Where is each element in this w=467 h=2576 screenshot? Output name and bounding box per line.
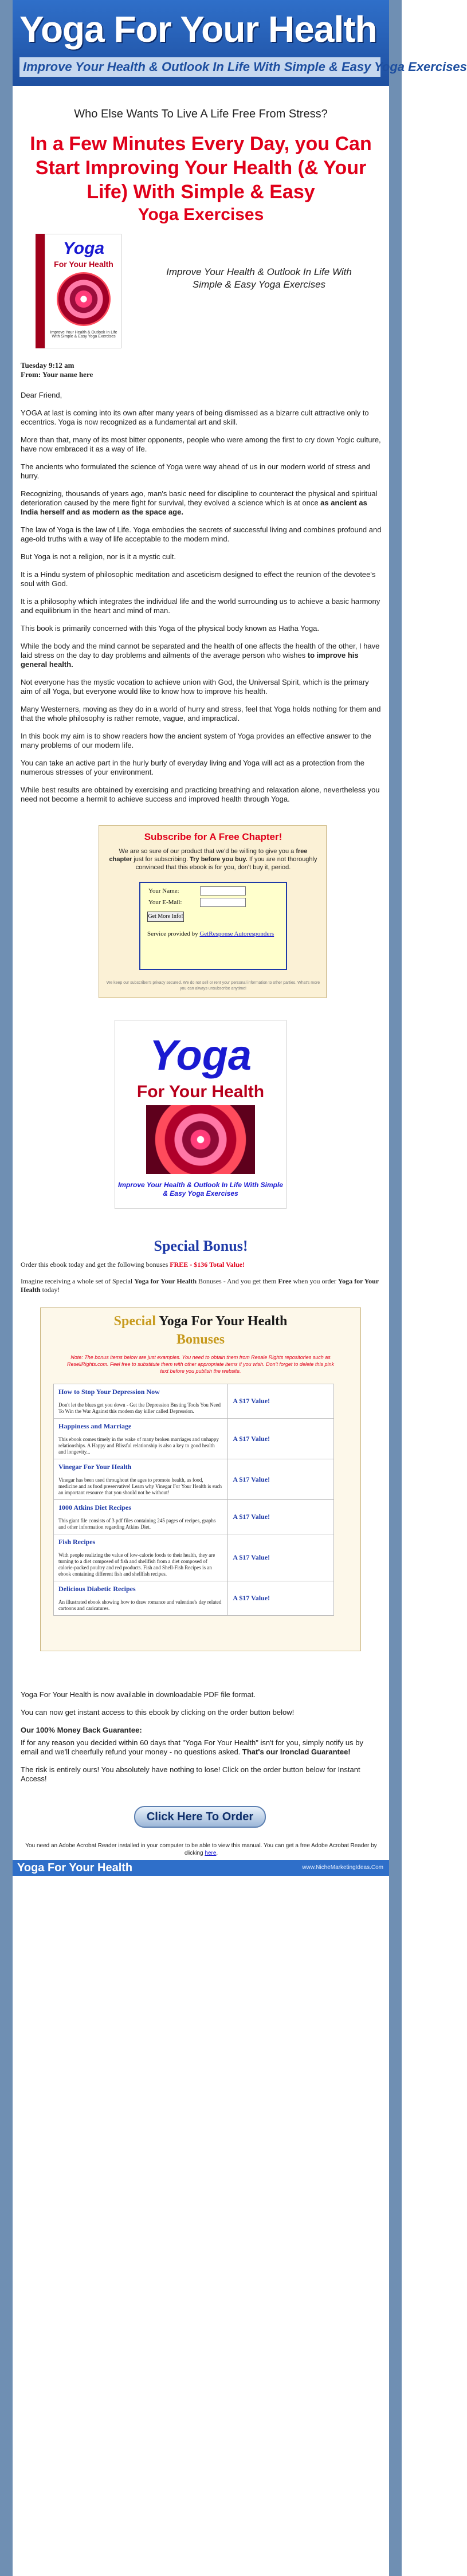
adobe-note [21,1842,382,1857]
bonus-item-desc: This ebook comes timely in the wake of many broken marriages and unhappy relationships. A Happy and Blissful relationship is also a key to good health and longevity... [58,1436,219,1455]
ebook-cover-large [115,1020,287,1209]
bonus-heading: Special Bonus! [154,1238,248,1254]
guarantee-text [21,1738,382,1757]
bonus-box-title-2: Bonuses [176,1332,225,1347]
bonus-text: today! [40,1286,60,1294]
letter-paragraph: You can take an active part in the hurly burly of everyday living and Yoga will act as a protection from the numerous stresses of your environment. [21,759,365,776]
bonus-item-name: 1000 Atkins Diet Recipes [58,1503,131,1511]
cover-title: Yoga [62,239,105,258]
bonus-total-value: FREE - $136 Total Value! [170,1260,245,1269]
letter-paragraph: Not everyone has the mystic vocation to achieve union with God, the Universal Spirit, which is the primary aim of all Yoga, but everyone would like to know how to improve his health. [21,678,369,696]
table-row [54,1459,334,1500]
bonus-item-name: Fish Recipes [58,1538,96,1546]
bonus-item-value: A $17 Value! [228,1500,334,1534]
cover-caption-text: Improve Your Health & Outlook In Life With Simple & Easy Yoga Exercises [50,331,117,339]
footer-url: www.NicheMarketingIdeas.Com [302,1864,383,1871]
letter-text: Recognizing, thousands of years ago, man's basic need for discipline to counteract the physical and spiritual deterioration caused by the mere fight for survival, they evolved a science which is at once [21,489,378,507]
bonus-box-title [41,1314,360,1329]
bonus-item-value: A $17 Value! [228,1534,334,1581]
ebook-cover-small [36,234,121,348]
subscribe-text: If you are not thoroughly convinced that this ebook is for you, don't buy it, period. [135,856,317,871]
bonus-item-value: A $17 Value! [228,1581,334,1616]
bonus-item-value: A $17 Value! [228,1459,334,1500]
bonus-emphasis: Free [278,1277,292,1285]
closing-paragraph: You can now get instant access to this ebook by clicking on the order button below! [21,1708,295,1717]
getresponse-link[interactable]: GetResponse Autoresponders [199,930,274,937]
bonus-intro [21,1260,382,1294]
bonus-item [54,1534,228,1581]
letter-paragraph: In this book my aim is to show readers how the ancient system of Yoga provides an effective answer to the many problems of our modern life. [21,732,371,749]
letter-emphasis: to improve his general health. [21,651,359,669]
mandala-image [57,272,111,326]
bonus-title-name: Yoga For Your Health [159,1314,288,1329]
adobe-link[interactable]: here [205,1850,217,1856]
subscribe-emphasis: free chapter [109,848,308,863]
letter-text: While the body and the mind cannot be separated and the health of one affects the health of the other, I have laid stress on the day to day problems and ailments of the average person who wishes [21,642,380,659]
bonus-item-name: Vinegar For Your Health [58,1463,132,1471]
order-button[interactable]: Click Here To Order [134,1806,266,1828]
table-row [54,1384,334,1419]
closing-paragraph: The risk is entirely ours! You absolutely have nothing to lose! Click on the order button below for Instant Access! [21,1765,360,1783]
subscribe-emphasis: Try before you buy. [190,856,248,863]
site-title: Yoga For Your Health [19,9,377,50]
bonus-note: Note: The bonus items below are just examples. You need to obtain them from Resale Rights repositories such as ResellRights.com. Feel free to substitute them with other appropriate items if you wish. Don't forget to delete this pink text before you publish the website. [67,1354,334,1374]
letter-paragraph: YOGA at last is coming into its own after many years of being dismissed as a bizarre cult attractive only to eccentrics. Yoga is now recognized as a fundamental art and skill. [21,409,369,426]
footer-title: Yoga For Your Health [17,1862,133,1874]
letter-greeting: Dear Friend, [21,391,62,399]
guarantee-title: Our 100% Money Back Guarantee: [21,1726,142,1734]
letter-paragraph: It is a philosophy which integrates the individual life and the world surrounding us to achieve a basic harmony and equilibrium in the heart and mind of man. [21,597,380,615]
cover-title: Yoga [149,1031,252,1079]
bonus-item [54,1500,228,1534]
name-input[interactable] [200,886,246,896]
bonus-item-desc: Don't let the blues get you down - Get the Depression Busting Tools You Need To Win the War Against this modern day killer called Depression. [58,1402,221,1414]
email-input[interactable] [200,898,246,907]
letter-date: Tuesday 9:12 am [21,361,74,370]
subscribe-form [139,882,287,970]
guarantee-emphasis: That's our Ironclad Guarantee! [242,1748,351,1756]
site-subtitle: Improve Your Health & Outlook In Life With Simple & Easy Yoga Exercises [19,57,380,77]
cover-front [45,234,121,348]
bonus-item-desc: An illustrated ebook showing how to draw romance and valentine's day related cartoons and caricatures. [58,1599,222,1611]
closing-paragraph: Yoga For Your Health is now available in downloadable PDF file format. [21,1690,256,1699]
letter-emphasis: as ancient as India herself and as modern as the space age. [21,498,367,516]
service-provider [147,930,279,938]
cover-caption-text: Improve Your Health & Outlook In Life With Simple & Easy Yoga Exercises [118,1181,283,1197]
bonus-item-desc: This giant file consists of 3 pdf files containing 245 pages of recipes, graphs and other information regarding Atkins Diet. [58,1518,216,1530]
letter-paragraph [21,489,382,517]
headline-question: Who Else Wants To Live A Life Free From Stress? [74,108,328,120]
subscribe-box [99,825,327,998]
bonus-emphasis: Yoga for Your Health [21,1277,379,1294]
letter-paragraph: More than that, many of its most bitter opponents, people who were among the first to cry down Yogic culture, have now embraced it as a way of life. [21,435,381,453]
closing-section [21,1690,382,1792]
blank-area [13,1876,389,2576]
bonus-item-desc: With people realizing the value of low-calorie foods to their health, they are turning to a diet composed of fish and shellfish from a diet composed of calorie-packed poultry and red products. Fish and Shell-Fish Recipes is an ebook containing different fish and shellfish recipes. [58,1552,215,1577]
adobe-text: . [216,1850,218,1856]
letter-paragraph: This book is primarily concerned with this Yoga of the physical body known as Hatha Yoga. [21,624,320,633]
table-row [54,1534,334,1581]
table-row [54,1419,334,1459]
bonus-item-value: A $17 Value! [228,1419,334,1459]
name-label: Your Name: [148,888,179,894]
get-more-info-button[interactable]: Get More Info! [147,912,184,922]
footer-bar [13,1860,389,1876]
letter-paragraph: While best results are obtained by exercising and practicing breathing and relaxation alone, nevertheless you need not become a hermit to achieve success and improved health through Yoga. [21,786,380,803]
cover-caption: Improve Your Health & Outlook In Life With Simple & Easy Yoga Exercises [166,266,352,290]
table-row [54,1581,334,1616]
letter-paragraph: It is a Hindu system of philosophic meditation and asceticism designed to effect the reunion of the devotee's soul with God. [21,570,376,588]
email-label: Your E-Mail: [148,899,182,906]
bonus-table [53,1384,334,1616]
guarantee-body: If for any reason you decided within 60 days that "Yoga For Your Health" isn't for you, simply notify us by email and we'll cheerfully refund your money - no questions asked. [21,1738,364,1756]
bonus-text: Bonuses - And you get them [197,1277,278,1285]
letter-paragraph: But Yoga is not a religion, nor is it a mystic cult. [21,552,176,561]
headline-tail: Yoga Exercises [138,205,264,224]
letter-header [21,361,382,379]
bonus-text: Imagine receiving a whole set of Special [21,1277,135,1285]
bonus-emphasis: Yoga for Your Health [134,1277,197,1285]
subscribe-title: Subscribe for A Free Chapter! [144,831,282,842]
subscribe-text: We are so sure of our product that we'd be willing to give you a [119,848,296,855]
letter-paragraph: The law of Yoga is the law of Life. Yoga embodies the secrets of successful living and combines profound and age-old truths with a way of life acceptable to the modern mind. [21,525,382,543]
bonus-box [40,1307,361,1651]
bonus-item [54,1419,228,1459]
service-text: Service provided by [147,930,200,937]
bonus-text: when you order [291,1277,338,1285]
table-row [54,1500,334,1534]
cover-subtitle: For Your Health [54,260,113,269]
bonus-item-value: A $17 Value! [228,1384,334,1419]
bonus-title-special: Special [113,1314,159,1329]
mandala-image [146,1105,255,1174]
bonus-item-name: How to Stop Your Depression Now [58,1388,160,1396]
letter-paragraph: Many Westerners, moving as they do in a world of hurry and stress, feel that Yoga holds nothing for them and that the whole philosophy is rather remote, vague, and impractical. [21,705,381,722]
bonus-item-desc: Vinegar has been used throughout the ages to promote health, as food, medicine and as food preservative! Learn why Vinegar For Your Health is such an important resource that you should not be without! [58,1477,222,1495]
cover-spine [36,234,45,348]
bonus-item-name: Delicious Diabetic Recipes [58,1585,136,1593]
letter-paragraph [21,642,382,669]
cover-subtitle: For Your Health [136,1082,265,1101]
subscribe-description [107,847,319,871]
adobe-text: You need an Adobe Acrobat Reader installed in your computer to be able to view this manual. You can get a free Adobe Acrobat Reader by clicking [25,1843,377,1856]
subscribe-text: just for subscribing. [132,856,190,863]
letter-paragraph: The ancients who formulated the science of Yoga were way ahead of us in our modern world of stress and hurry. [21,462,370,480]
bonus-item-name: Happiness and Marriage [58,1422,132,1430]
bonus-item [54,1581,228,1616]
headline-main: In a Few Minutes Every Day, you Can Start Improving Your Health (& Your Life) With Simple & Easy [30,133,372,203]
bonus-item [54,1459,228,1500]
bonus-item [54,1384,228,1419]
privacy-note: We keep our subscriber's privacy secured. We do not sell or rent your personal information to other parties. What's more you can always unsubscribe anytime! [106,981,320,991]
letter-from: From: Your name here [21,370,93,379]
sales-letter [21,361,382,812]
bonus-text: Order this ebook today and get the following bonuses [21,1260,170,1269]
header-banner [13,0,467,86]
